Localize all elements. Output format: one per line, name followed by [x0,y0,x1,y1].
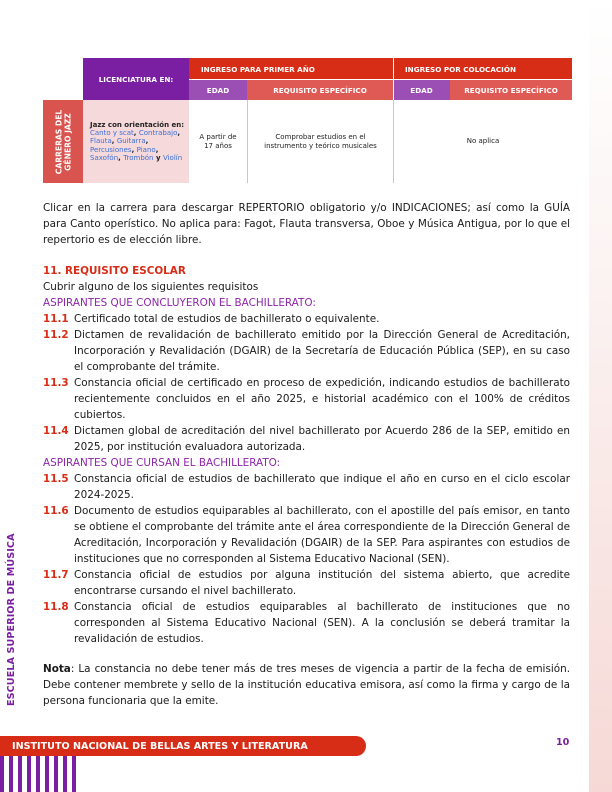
licenciatura-prefix: Jazz con orientación en: [90,120,185,129]
requirement-item [43,311,570,327]
header-placement-group: INGRESO POR COLOCACIÓN [393,58,572,80]
item-text: Constancia oficial de estudios por alguna institución del sistema abierto, que acredite encontrarse cursando el nivel bachillerato. [74,569,570,597]
connector-y: y [155,153,161,162]
group1-title: ASPIRANTES QUE CONCLUYERON EL BACHILLERATO: [43,297,316,309]
careers-jazz-label [43,100,83,183]
group2-title: ASPIRANTES QUE CURSAN EL BACHILLERATO: [43,457,281,469]
header-licenciatura-label: LICENCIATURA EN: [98,74,174,84]
footer-institution-name: INSTITUTO NACIONAL DE BELLAS ARTES Y LITERATURA [12,740,308,752]
requirement-item [43,599,570,647]
requirement-item [43,503,570,567]
item-text: Constancia oficial de estudios de bachillerato que indique el año en curso en el ciclo escolar 2024-2025. [74,473,570,501]
page-number: 10 [556,737,570,748]
note-text: : La constancia no debe tener más de tres meses de vigencia a partir de la fecha de emisión. Debe contener membrete y sello de la institución educativa emisora, así como la firma y cargo de la persona funcionaria que la emite. [43,663,570,707]
link-percusiones[interactable]: Percusiones [90,145,132,154]
decorative-right-strip [589,0,612,792]
school-vertical-label: ESCUELA SUPERIOR DE MÚSICA [6,533,17,706]
item-number: 11.8 [43,601,69,613]
header-requisito-placement: REQUISITO ESPECÍFICO [450,80,572,100]
item-number: 11.1 [43,313,69,325]
link-trombon[interactable]: Trombón [123,153,154,162]
main-content [43,200,570,709]
requirement-item [43,423,570,455]
decorative-stripes [0,756,84,792]
section-title: 11. REQUISITO ESCOLAR [43,265,186,277]
footer-institution-bar [0,736,366,756]
link-violin[interactable]: Violín [162,153,183,162]
careers-jazz-label-line1: CARRERAS DEL [54,109,63,174]
link-piano[interactable]: Piano [136,145,156,154]
careers-jazz-label-line2: GÉNERO JAZZ [63,112,72,171]
header-edad-first-year: EDAD [189,80,247,100]
careers-table [43,58,572,183]
item-number: 11.3 [43,377,69,389]
link-canto-y-scat[interactable]: Canto y scat [90,129,134,138]
item-text: Constancia oficial de estudios equiparables al bachillerato de instituciones que no corresponden al Sistema Educativo Nacional (SEN). A la conclusión se deberá tramitar la revalidación de estudios. [74,601,570,645]
header-edad-placement: EDAD [393,80,450,100]
header-divider [189,79,572,80]
header-requisito-first-year: REQUISITO ESPECÍFICO [247,80,393,100]
placement-cell: No aplica [394,100,572,183]
item-text: Constancia oficial de certificado en proceso de expedición, indicando estudios de bachillerato recientemente concluidos en el año 2025, e historial académico con el 100% de créditos cubiertos. [74,377,570,421]
note-paragraph [43,661,570,709]
item-number: 11.4 [43,425,69,437]
item-text: Dictamen global de acreditación del nivel bachillerato por Acuerdo 286 de la SEP, emitido en 2025, por institución evaluadora autorizada. [74,425,570,453]
header-first-year-group: INGRESO PARA PRIMER AÑO [189,58,393,80]
note-label: Nota [43,663,71,675]
requirement-item [43,375,570,423]
first-year-requisito-cell: Comprobar estudios en el instrumento y teórico musicales [248,100,393,183]
requirement-item [43,471,570,503]
first-year-edad-cell: A partir de 17 años [189,100,247,183]
intro-paragraph: Clicar en la carrera para descargar REPERTORIO obligatorio y/o INDICACIONES; así como la GUÍA para Canto operístico. No aplica para: Fagot, Flauta transversa, Oboe y Música Antigua, por lo que el repertorio es de elección libre. [43,202,570,246]
section-subtitle: Cubrir alguno de los siguientes requisitos [43,281,259,293]
licenciatura-cell: Jazz con orientación en: Canto y scat, Contrabajo, Flauta, Guitarra, Percusiones, Piano, Saxofón, Trombón y Violín [83,100,189,183]
item-text: Documento de estudios equiparables al bachillerato, con el apostille del país emisor, en tanto se obtiene el comprobante del trámite ante el área correspondiente de la Dirección General de Acreditación, Incorporación y Revalidación (DGAIR) de la SEP. Para aspirantes con estudios de instituciones que no corresponden al Sistema Educativo Nacional (SEN). [74,505,570,565]
link-contrabajo[interactable]: Contrabajo [138,129,178,138]
item-number: 11.5 [43,473,69,485]
item-number: 11.7 [43,569,69,581]
link-flauta[interactable]: Flauta [90,137,112,146]
link-guitarra[interactable]: Guitarra [116,137,146,146]
item-text: Dictamen de revalidación de bachillerato emitido por la Dirección General de Acreditación, Incorporación y Revalidación (DGAIR) de la Secretaría de Educación Pública (SEP), en su caso el comprobante del trámite. [74,329,570,373]
requirement-item [43,327,570,375]
requirement-item [43,567,570,599]
item-text: Certificado total de estudios de bachillerato o equivalente. [74,313,380,325]
link-saxofon[interactable]: Saxofón [90,153,119,162]
item-number: 11.6 [43,505,69,517]
item-number: 11.2 [43,329,69,341]
